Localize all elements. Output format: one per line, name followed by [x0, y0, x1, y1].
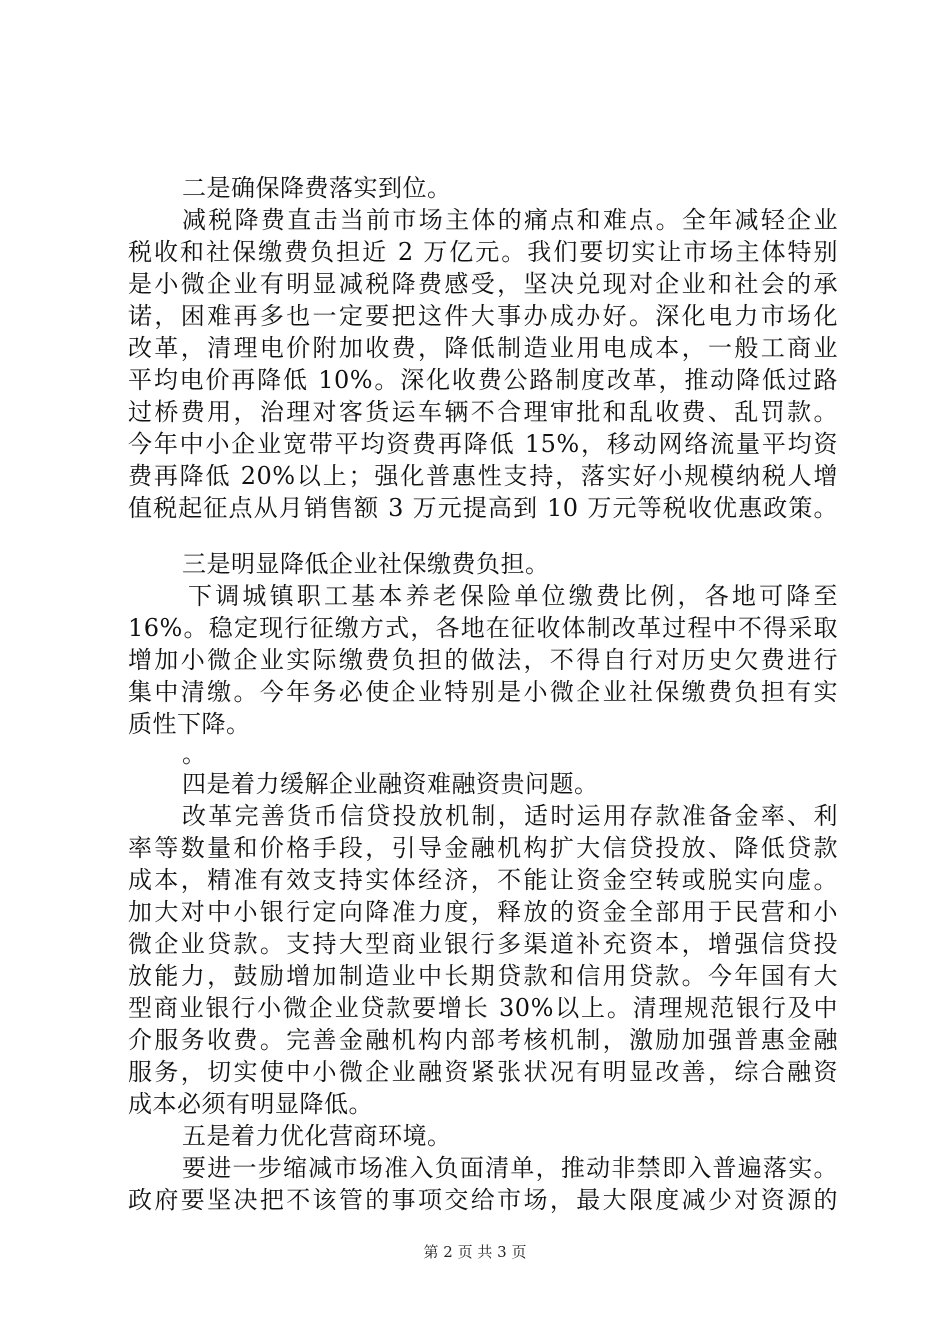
paragraph-line: 平均电价再降低 10%。深化收费公路制度改革，推动降低过路 [128, 366, 838, 394]
paragraph-line: 型商业银行小微企业贷款要增长 30%以上。清理规范银行及中 [128, 994, 838, 1022]
paragraph-line: 减税降费直击当前市场主体的痛点和难点。全年减轻企业 [182, 206, 838, 234]
paragraph-line: 介服务收费。完善金融机构内部考核机制，激励加强普惠金融 [128, 1026, 838, 1054]
paragraph-line: 加大对中小银行定向降准力度，释放的资金全部用于民营和小 [128, 898, 838, 926]
paragraph-line: 质性下降。 [128, 710, 251, 738]
paragraph-line: 值税起征点从月销售额 3 万元提高到 10 万元等税收优惠政策。 [128, 494, 838, 522]
paragraph-line: 费再降低 20%以上；强化普惠性支持，落实好小规模纳税人增 [128, 462, 838, 490]
heading-two: 二是确保降费落实到位。 [182, 174, 452, 202]
paragraph-line: 政府要坚决把不该管的事项交给市场，最大限度减少对资源的 [128, 1186, 838, 1214]
paragraph-line: 16%。稳定现行征缴方式，各地在征收体制改革过程中不得采取 [128, 614, 838, 642]
paragraph-line: 增加小微企业实际缴费负担的做法，不得自行对历史欠费进行 [128, 646, 838, 674]
paragraph-line: 下调城镇职工基本养老保险单位缴费比例，各地可降至 [188, 582, 838, 610]
paragraph-line: 微企业贷款。支持大型商业银行多渠道补充资本，增强信贷投 [128, 930, 838, 958]
paragraph-line: 今年中小企业宽带平均资费再降低 15%，移动网络流量平均资 [128, 430, 838, 458]
heading-five: 五是着力优化营商环境。 [182, 1122, 452, 1150]
page-number-footer: 第 2 页 共 3 页 [423, 1243, 527, 1261]
paragraph-line: 要进一步缩减市场准入负面清单，推动非禁即入普遍落实。 [182, 1154, 838, 1182]
paragraph-line: 改革，清理电价附加收费，降低制造业用电成本，一般工商业 [128, 334, 838, 362]
paragraph-line: 服务，切实使中小微企业融资紧张状况有明显改善，综合融资 [128, 1058, 838, 1086]
paragraph-line: 改革完善货币信贷投放机制，适时运用存款准备金率、利 [182, 802, 838, 830]
stray-period: 。 [182, 740, 207, 768]
paragraph-line: 税收和社保缴费负担近 2 万亿元。我们要切实让市场主体特别 [128, 238, 838, 266]
paragraph-line: 率等数量和价格手段，引导金融机构扩大信贷投放、降低贷款 [128, 834, 838, 862]
paragraph-line: 集中清缴。今年务必使企业特别是小微企业社保缴费负担有实 [128, 678, 838, 706]
paragraph-line: 成本必须有明显降低。 [128, 1090, 373, 1118]
paragraph-line: 是小微企业有明显减税降费感受，坚决兑现对企业和社会的承 [128, 270, 838, 298]
heading-four: 四是着力缓解企业融资难融资贵问题。 [182, 770, 599, 798]
paragraph-line: 过桥费用，治理对客货运车辆不合理审批和乱收费、乱罚款。 [128, 398, 838, 426]
heading-three: 三是明显降低企业社保缴费负担。 [182, 550, 550, 578]
paragraph-line: 诺，困难再多也一定要把这件大事办成办好。深化电力市场化 [128, 302, 838, 330]
paragraph-line: 成本，精准有效支持实体经济，不能让资金空转或脱实向虚。 [128, 866, 838, 894]
paragraph-line: 放能力，鼓励增加制造业中长期贷款和信用贷款。今年国有大 [128, 962, 838, 990]
